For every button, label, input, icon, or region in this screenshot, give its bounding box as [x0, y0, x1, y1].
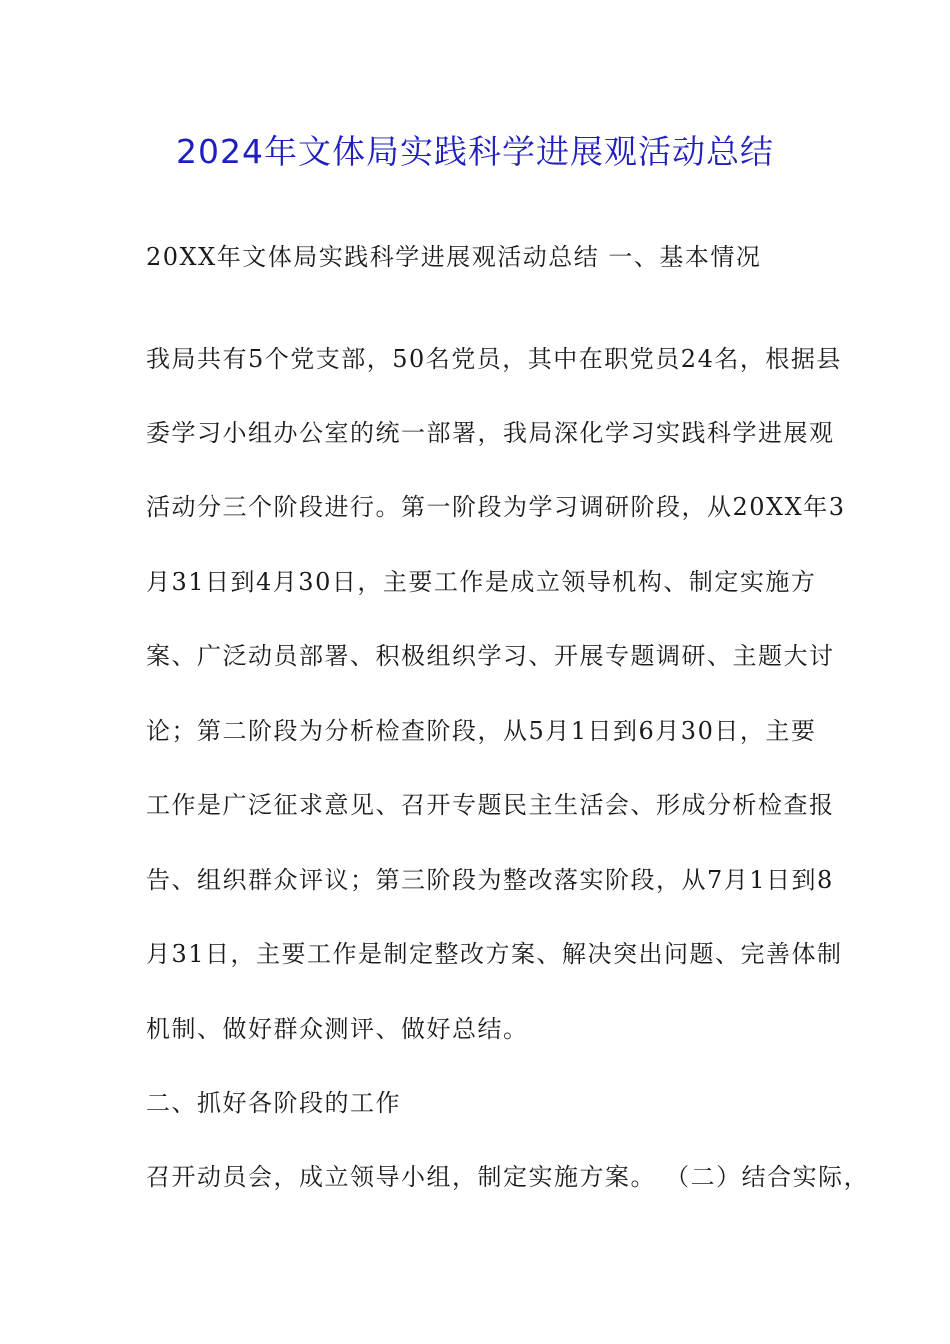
body-line-8: 工作是广泛征求意见、召开专题民主生活会、形成分析检查报	[146, 791, 835, 819]
body-line-1: 20XX年文体局实践科学进展观活动总结 一、基本情况	[146, 243, 762, 271]
body-line-7: 论；第二阶段为分析检查阶段，从5月1日到6月30日，主要	[146, 717, 817, 745]
section-heading-2: 二、抓好各阶段的工作	[146, 1089, 401, 1117]
body-line-6: 案、广泛动员部署、积极组织学习、开展专题调研、主题大讨	[146, 642, 835, 670]
document-title: 2024年文体局实践科学进展观活动总结	[176, 132, 774, 171]
body-line-5: 月31日到4月30日，主要工作是成立领导机构、制定实施方	[146, 568, 817, 596]
body-line-3: 委学习小组办公室的统一部署，我局深化学习实践科学进展观	[146, 419, 835, 447]
body-line-2: 我局共有5个党支部，50名党员，其中在职党员24名，根据县	[146, 345, 842, 373]
body-line-13: 召开动员会，成立领导小组，制定实施方案。 （二）结合实际，	[146, 1163, 870, 1191]
body-line-11: 机制、做好群众测评、做好总结。	[146, 1015, 529, 1043]
body-line-9: 告、组织群众评议；第三阶段为整改落实阶段，从7月1日到8	[146, 866, 834, 894]
body-line-4: 活动分三个阶段进行。第一阶段为学习调研阶段，从20XX年3	[146, 493, 846, 521]
body-line-10: 月31日，主要工作是制定整改方案、解决突出问题、完善体制	[146, 940, 843, 968]
